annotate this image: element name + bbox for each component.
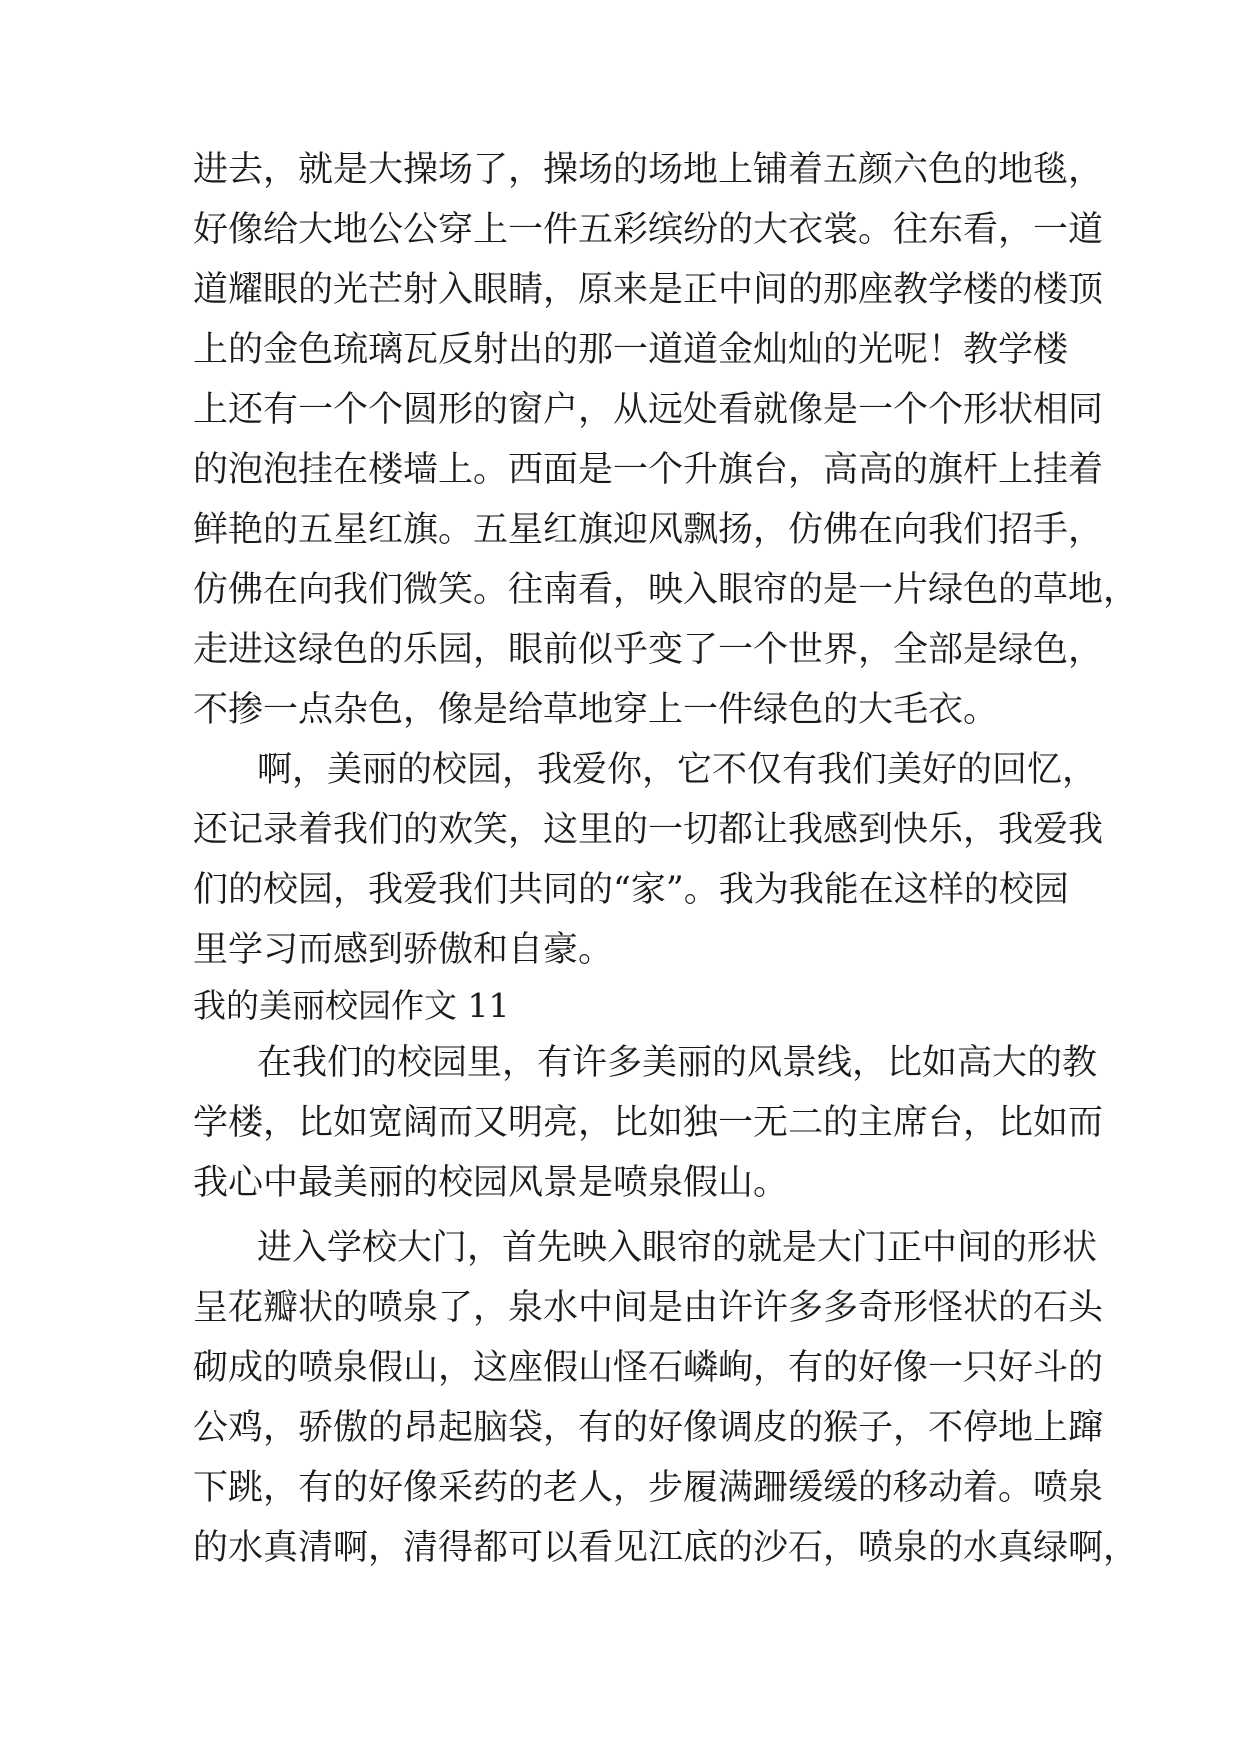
text-line: 仿佛在向我们微笑。往南看，映入眼帘的是一片绿色的草地， (193, 570, 1139, 610)
text-line: 道耀眼的光芒射入眼睛，原来是正中间的那座教学楼的楼顶 (193, 270, 1104, 310)
text-line: 上还有一个个圆形的窗户，从远处看就像是一个个形状相同 (193, 390, 1104, 430)
text-line: 进去，就是大操场了，操场的场地上铺着五颜六色的地毯， (193, 150, 1104, 190)
text-line: 里学习而感到骄傲和自豪。 (193, 930, 614, 970)
text-line: 好像给大地公公穿上一件五彩缤纷的大衣裳。往东看，一道 (193, 210, 1104, 250)
text-line: 鲜艳的五星红旗。五星红旗迎风飘扬，仿佛在向我们招手， (193, 510, 1104, 550)
section-title: 我的美丽校园作文 11 (193, 986, 510, 1025)
text-line: 呈花瓣状的喷泉了，泉水中间是由许许多多奇形怪状的石头 (193, 1288, 1104, 1328)
text-line: 走进这绿色的乐园，眼前似乎变了一个世界，全部是绿色， (193, 630, 1104, 670)
paragraph-first-line: 在我们的校园里，有许多美丽的风景线，比如高大的教 (257, 1043, 1098, 1083)
text-line: 的泡泡挂在楼墙上。西面是一个升旗台，高高的旗杆上挂着 (193, 450, 1104, 490)
text-line: 们的校园，我爱我们共同的“家”。我为我能在这样的校园 (193, 870, 1069, 910)
paragraph-first-line: 进入学校大门，首先映入眼帘的就是大门正中间的形状 (257, 1228, 1098, 1268)
text-line: 还记录着我们的欢笑，这里的一切都让我感到快乐，我爱我 (193, 810, 1104, 850)
text-line: 学楼，比如宽阔而又明亮，比如独一无二的主席台，比如而 (193, 1103, 1104, 1143)
text-line: 的水真清啊，清得都可以看见江底的沙石，喷泉的水真绿啊， (193, 1528, 1139, 1568)
text-line: 公鸡，骄傲的昂起脑袋，有的好像调皮的猴子，不停地上蹿 (193, 1408, 1104, 1448)
text-line: 下跳，有的好像采药的老人，步履满跚缓缓的移动着。喷泉 (193, 1468, 1104, 1508)
text-line: 砌成的喷泉假山，这座假山怪石嶙峋，有的好像一只好斗的 (193, 1348, 1104, 1388)
text-line: 不掺一点杂色，像是给草地穿上一件绿色的大毛衣。 (193, 690, 999, 730)
text-line: 我心中最美丽的校园风景是喷泉假山。 (193, 1163, 789, 1203)
paragraph-first-line: 啊，美丽的校园，我爱你，它不仅有我们美好的回忆， (257, 750, 1098, 790)
text-line: 上的金色琉璃瓦反射出的那一道道金灿灿的光呢！教学楼 (193, 330, 1069, 370)
